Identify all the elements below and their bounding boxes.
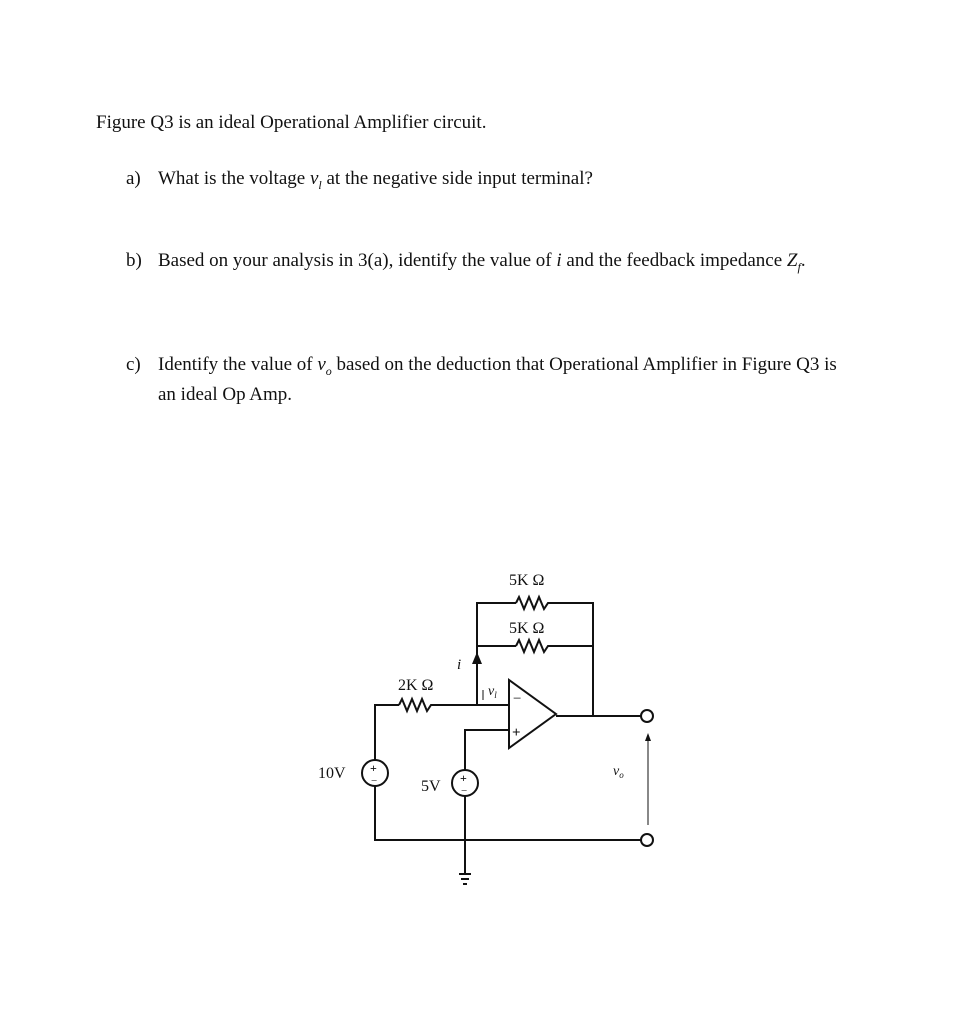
current-arrow-icon [472,652,482,664]
source-5v-plus: + [460,771,467,785]
question-a-label: a) [126,168,141,189]
source-10v-minus: − [371,775,378,787]
question-c-label: c) [126,354,141,375]
resistor-input [399,699,435,711]
label-r-feedback-top: 5K Ω [509,572,545,589]
output-var: v [317,354,326,375]
label-node-voltage: $v_l$ [488,684,497,700]
question-c-line2: an ideal Op Amp. [158,383,293,405]
question-b-before: Based on your analysis in 3(a), identify the value of [158,250,557,271]
opamp-minus-sign: − [513,691,522,707]
voltage-var: v [309,168,319,189]
opamp-plus-sign: + [512,725,521,741]
bottom-wire [375,786,641,840]
output-arrow-icon [645,733,651,741]
output-terminal-top [641,710,653,722]
label-r-input: 2K Ω [398,677,434,694]
question-a-after: at the negative side input terminal? [321,168,593,189]
ground-icon [459,874,471,884]
question-b-label: b) [126,250,142,271]
source-10v-plus: + [370,761,377,775]
label-5v-source: 5V [421,778,441,795]
label-current: i [457,657,462,673]
feedback-wire-right [552,603,593,716]
question-c-after: based on the deduction that Operational Amplifier in Figure Q3 is [331,354,837,375]
output-var-subscript: o [325,363,332,378]
label-output-voltage: $v_o$ [613,764,624,780]
impedance-var-subscript: f [797,259,801,274]
question-a-before: What is the voltage [158,168,310,189]
label-r-feedback-bottom: 5K Ω [509,620,545,637]
intro-text: Figure Q3 is an ideal Operational Amplifier circuit. [96,112,487,133]
voltage-var-subscript: l [318,177,322,192]
question-b-after: . [800,250,806,271]
resistor-feedback-top [516,597,552,609]
label-10v-source: 10V [318,765,346,782]
question-c-before: Identify the value of [158,354,318,375]
current-var: i [556,250,562,271]
impedance-var: Z [786,250,798,271]
source-5v-minus: − [461,785,468,797]
plus-input-wire [465,730,509,770]
output-terminal-bottom [641,834,653,846]
resistor-feedback-bottom [516,640,552,652]
question-b-middle: and the feedback impedance [561,250,787,271]
input-wire-left [375,705,399,760]
